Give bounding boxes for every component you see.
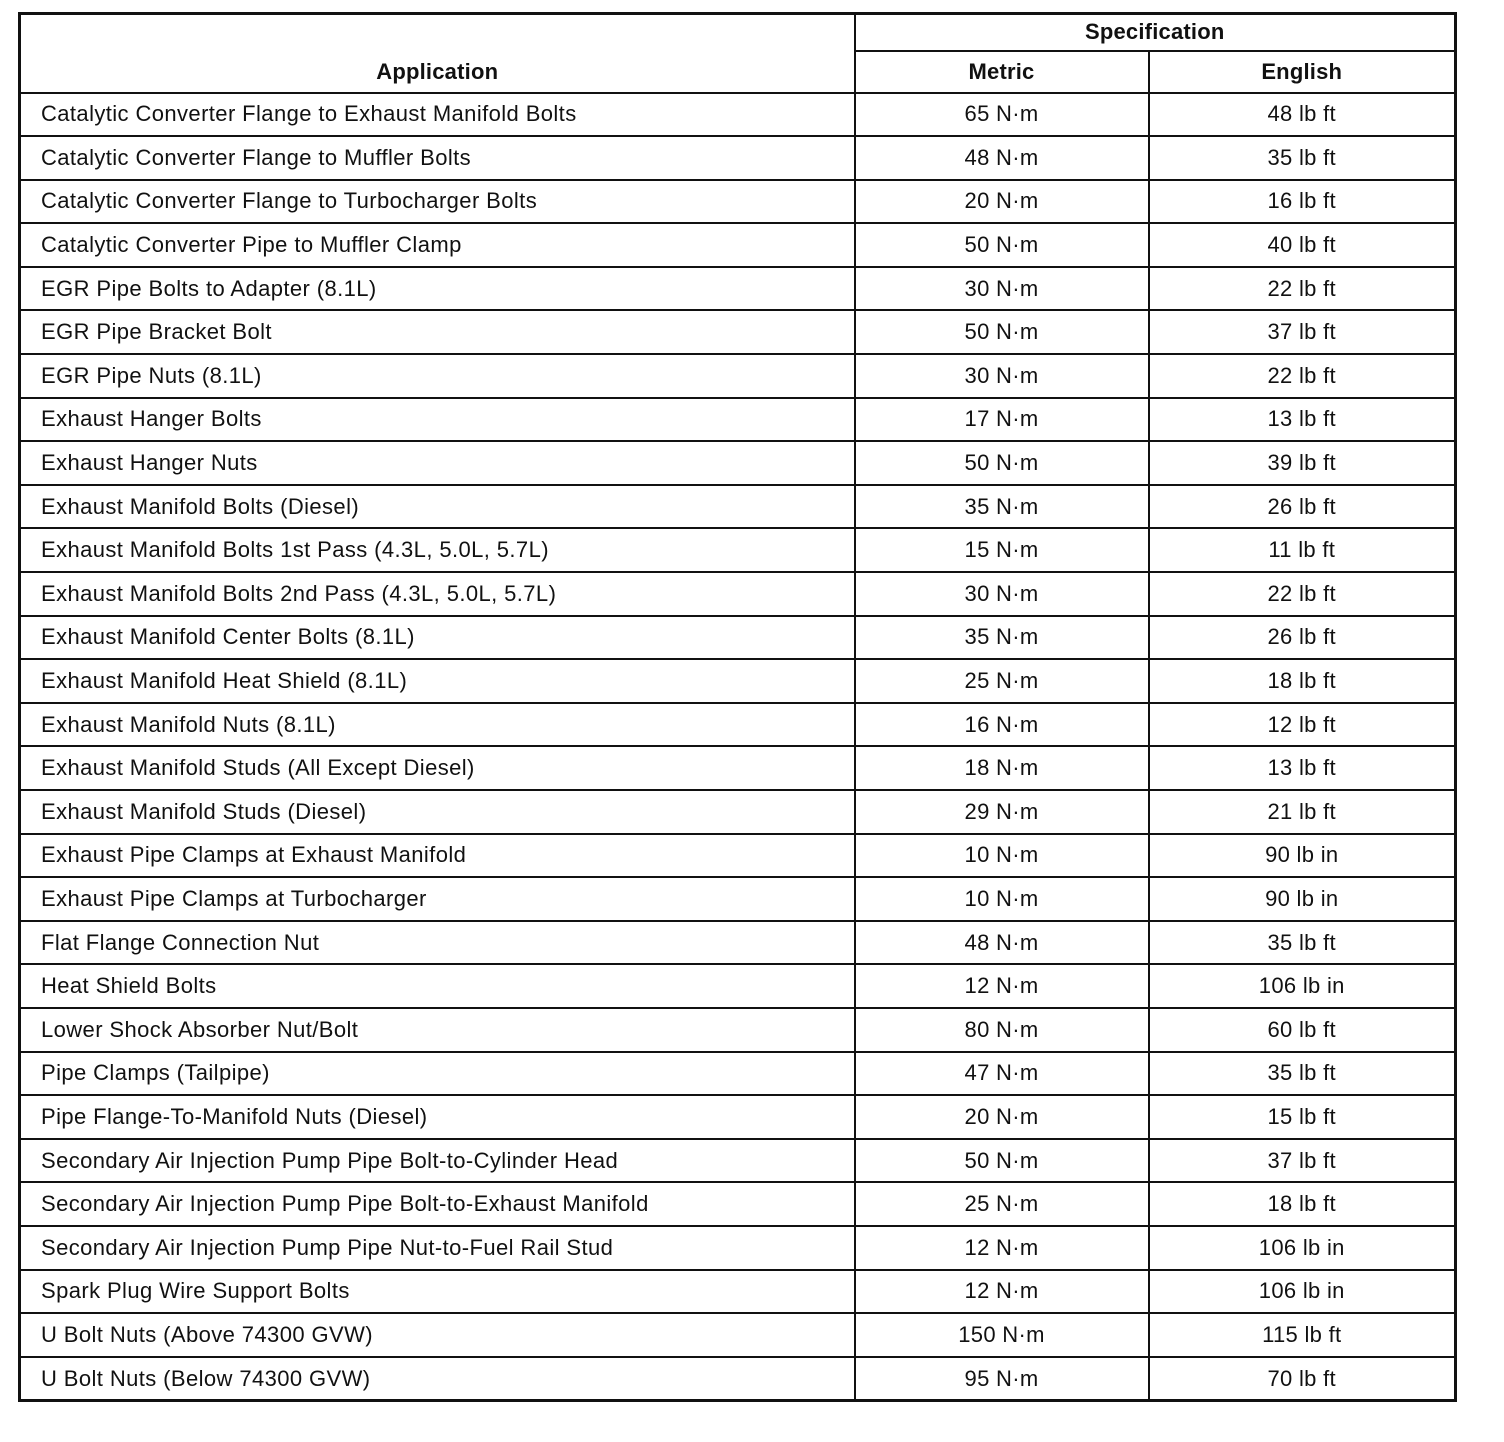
table-row (20, 1139, 1456, 1183)
metric-value-cell: 17 N·m (855, 398, 1149, 442)
application-cell: Exhaust Hanger Bolts (20, 398, 855, 442)
metric-value-cell: 18 N·m (855, 746, 1149, 790)
table-row (20, 572, 1456, 616)
table-row (20, 267, 1456, 311)
english-value-cell: 12 lb ft (1149, 703, 1456, 747)
english-value-cell: 70 lb ft (1149, 1357, 1456, 1401)
english-value-cell: 35 lb ft (1149, 921, 1456, 965)
application-cell: Exhaust Pipe Clamps at Turbocharger (20, 877, 855, 921)
table-row (20, 1226, 1456, 1270)
english-value-cell: 15 lb ft (1149, 1095, 1456, 1139)
table-row (20, 528, 1456, 572)
table-row (20, 485, 1456, 529)
application-cell: Exhaust Manifold Nuts (8.1L) (20, 703, 855, 747)
application-column-header: Application (20, 14, 855, 93)
metric-value-cell: 30 N·m (855, 572, 1149, 616)
application-cell: Spark Plug Wire Support Bolts (20, 1270, 855, 1314)
english-value-cell: 22 lb ft (1149, 267, 1456, 311)
metric-value-cell: 150 N·m (855, 1313, 1149, 1357)
english-value-cell: 37 lb ft (1149, 1139, 1456, 1183)
metric-value-cell: 10 N·m (855, 877, 1149, 921)
metric-value-cell: 48 N·m (855, 136, 1149, 180)
application-cell: Catalytic Converter Flange to Muffler Bolts (20, 136, 855, 180)
table-row (20, 223, 1456, 267)
english-value-cell: 48 lb ft (1149, 93, 1456, 137)
table-row (20, 398, 1456, 442)
metric-value-cell: 95 N·m (855, 1357, 1149, 1401)
metric-value-cell: 50 N·m (855, 441, 1149, 485)
english-value-cell: 60 lb ft (1149, 1008, 1456, 1052)
english-value-cell: 35 lb ft (1149, 1052, 1456, 1096)
english-value-cell: 22 lb ft (1149, 354, 1456, 398)
application-cell: Exhaust Manifold Center Bolts (8.1L) (20, 616, 855, 660)
table-row (20, 1095, 1456, 1139)
application-cell: Secondary Air Injection Pump Pipe Bolt-to-Exhaust Manifold (20, 1182, 855, 1226)
table-row (20, 93, 1456, 137)
metric-value-cell: 50 N·m (855, 310, 1149, 354)
application-cell: Catalytic Converter Flange to Exhaust Manifold Bolts (20, 93, 855, 137)
english-value-cell: 21 lb ft (1149, 790, 1456, 834)
english-value-cell: 39 lb ft (1149, 441, 1456, 485)
application-cell: EGR Pipe Nuts (8.1L) (20, 354, 855, 398)
table-row (20, 659, 1456, 703)
table-row (20, 703, 1456, 747)
table-row (20, 616, 1456, 660)
table-row (20, 1357, 1456, 1401)
table-row (20, 1182, 1456, 1226)
metric-value-cell: 80 N·m (855, 1008, 1149, 1052)
application-cell: Exhaust Manifold Bolts 1st Pass (4.3L, 5.0L, 5.7L) (20, 528, 855, 572)
application-cell: Exhaust Pipe Clamps at Exhaust Manifold (20, 834, 855, 878)
application-cell: Flat Flange Connection Nut (20, 921, 855, 965)
english-value-cell: 37 lb ft (1149, 310, 1456, 354)
application-cell: Catalytic Converter Flange to Turbocharger Bolts (20, 180, 855, 224)
metric-value-cell: 20 N·m (855, 1095, 1149, 1139)
application-cell: EGR Pipe Bolts to Adapter (8.1L) (20, 267, 855, 311)
table-row (20, 877, 1456, 921)
application-cell: Pipe Clamps (Tailpipe) (20, 1052, 855, 1096)
application-cell: Exhaust Manifold Bolts (Diesel) (20, 485, 855, 529)
english-value-cell: 90 lb in (1149, 834, 1456, 878)
english-value-cell: 106 lb in (1149, 1226, 1456, 1270)
metric-value-cell: 10 N·m (855, 834, 1149, 878)
table-row (20, 354, 1456, 398)
english-value-cell: 106 lb in (1149, 964, 1456, 1008)
table-row (20, 746, 1456, 790)
specification-group-header: Specification (855, 14, 1456, 51)
english-value-cell: 40 lb ft (1149, 223, 1456, 267)
metric-value-cell: 50 N·m (855, 1139, 1149, 1183)
table-row (20, 136, 1456, 180)
metric-value-cell: 12 N·m (855, 964, 1149, 1008)
metric-value-cell: 35 N·m (855, 485, 1149, 529)
metric-value-cell: 47 N·m (855, 1052, 1149, 1096)
english-value-cell: 22 lb ft (1149, 572, 1456, 616)
english-value-cell: 106 lb in (1149, 1270, 1456, 1314)
fastener-torque-spec-table (18, 12, 1457, 1402)
metric-column-header: Metric (855, 51, 1149, 93)
metric-value-cell: 12 N·m (855, 1226, 1149, 1270)
english-column-header: English (1149, 51, 1456, 93)
table-row (20, 1008, 1456, 1052)
metric-value-cell: 25 N·m (855, 1182, 1149, 1226)
english-value-cell: 18 lb ft (1149, 1182, 1456, 1226)
metric-value-cell: 16 N·m (855, 703, 1149, 747)
table-row (20, 441, 1456, 485)
metric-value-cell: 29 N·m (855, 790, 1149, 834)
english-value-cell: 13 lb ft (1149, 746, 1456, 790)
english-value-cell: 18 lb ft (1149, 659, 1456, 703)
metric-value-cell: 30 N·m (855, 267, 1149, 311)
english-value-cell: 16 lb ft (1149, 180, 1456, 224)
table-row (20, 964, 1456, 1008)
application-cell: Pipe Flange-To-Manifold Nuts (Diesel) (20, 1095, 855, 1139)
table-body (20, 93, 1456, 1401)
metric-value-cell: 65 N·m (855, 93, 1149, 137)
application-cell: Exhaust Manifold Studs (Diesel) (20, 790, 855, 834)
english-value-cell: 11 lb ft (1149, 528, 1456, 572)
table-row (20, 310, 1456, 354)
english-value-cell: 13 lb ft (1149, 398, 1456, 442)
english-value-cell: 26 lb ft (1149, 485, 1456, 529)
application-cell: Exhaust Manifold Heat Shield (8.1L) (20, 659, 855, 703)
table-row (20, 180, 1456, 224)
metric-value-cell: 48 N·m (855, 921, 1149, 965)
table-row (20, 1270, 1456, 1314)
table-row (20, 1052, 1456, 1096)
metric-value-cell: 35 N·m (855, 616, 1149, 660)
application-cell: Secondary Air Injection Pump Pipe Nut-to-Fuel Rail Stud (20, 1226, 855, 1270)
metric-value-cell: 25 N·m (855, 659, 1149, 703)
application-cell: Catalytic Converter Pipe to Muffler Clamp (20, 223, 855, 267)
table-row (20, 921, 1456, 965)
english-value-cell: 35 lb ft (1149, 136, 1456, 180)
metric-value-cell: 30 N·m (855, 354, 1149, 398)
metric-value-cell: 20 N·m (855, 180, 1149, 224)
application-cell: U Bolt Nuts (Above 74300 GVW) (20, 1313, 855, 1357)
metric-value-cell: 15 N·m (855, 528, 1149, 572)
application-cell: Heat Shield Bolts (20, 964, 855, 1008)
english-value-cell: 115 lb ft (1149, 1313, 1456, 1357)
english-value-cell: 26 lb ft (1149, 616, 1456, 660)
application-cell: Exhaust Hanger Nuts (20, 441, 855, 485)
application-cell: Secondary Air Injection Pump Pipe Bolt-to-Cylinder Head (20, 1139, 855, 1183)
table-row (20, 834, 1456, 878)
table-header (20, 14, 1456, 93)
application-cell: EGR Pipe Bracket Bolt (20, 310, 855, 354)
table-row (20, 790, 1456, 834)
application-cell: Exhaust Manifold Studs (All Except Diesel) (20, 746, 855, 790)
application-cell: U Bolt Nuts (Below 74300 GVW) (20, 1357, 855, 1401)
metric-value-cell: 50 N·m (855, 223, 1149, 267)
english-value-cell: 90 lb in (1149, 877, 1456, 921)
metric-value-cell: 12 N·m (855, 1270, 1149, 1314)
table-row (20, 1313, 1456, 1357)
application-cell: Lower Shock Absorber Nut/Bolt (20, 1008, 855, 1052)
application-cell: Exhaust Manifold Bolts 2nd Pass (4.3L, 5.0L, 5.7L) (20, 572, 855, 616)
